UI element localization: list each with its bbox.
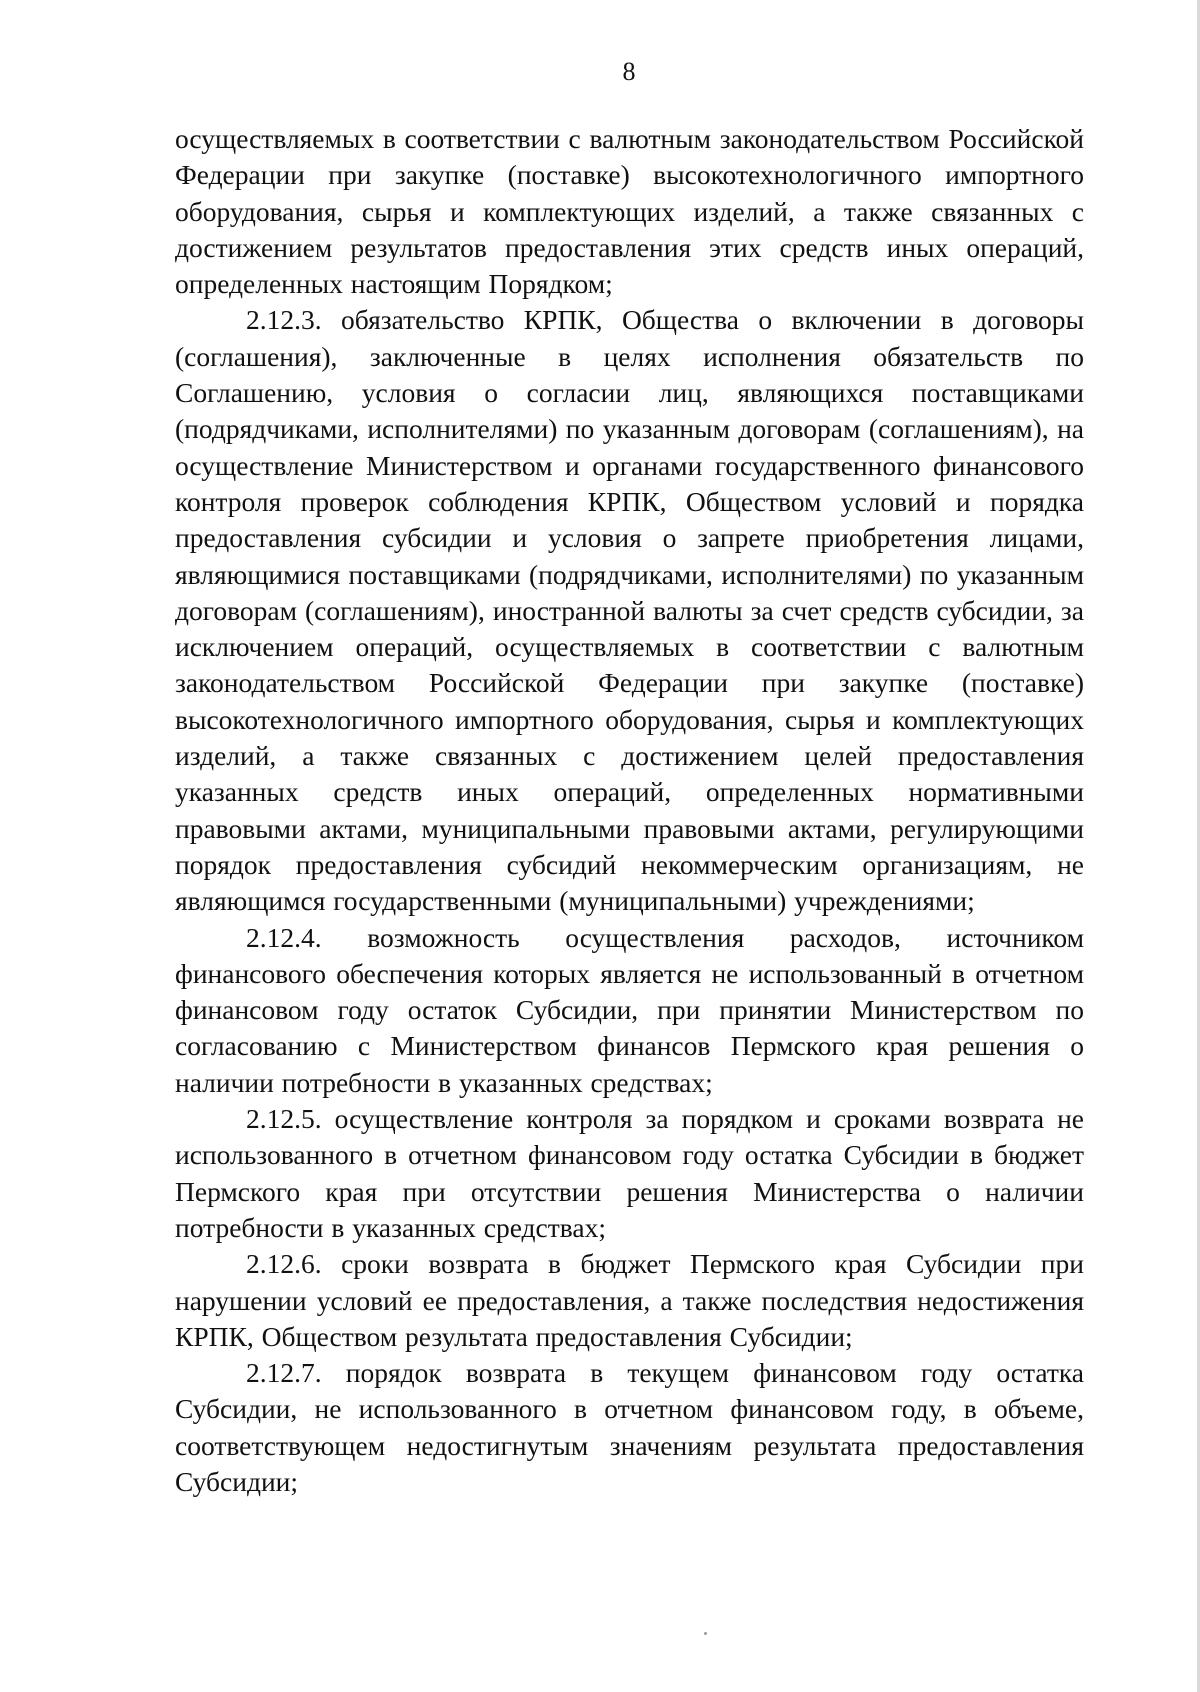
paragraph-2-12-6: 2.12.6. сроки возврата в бюджет Пермского края Субсидии при нарушении условий ее предоставления, а также последствия недостижения КРПК, Обществом результата предоставления Субсидии;: [175, 1248, 1084, 1352]
page-number: 8: [622, 57, 636, 86]
paragraph-2-12-5: 2.12.5. осуществление контроля за порядком и сроками возврата не использованного в отчетном финансовом году остатка Субсидии в бюджет Пермского края при отсутствии решения Министерства о наличии потребности в указанных средствах;: [175, 1103, 1084, 1243]
paragraph-2-12-3: 2.12.3. обязательство КРПК, Общества о включении в договоры (соглашения), заключенные в целях исполнения обязательств по Соглашению, условия о согласии лиц, являющихся поставщиками (подрядчиками, исполнителями) по указанным договорам (соглашениям), на осуществление Министерством и органами государственного финансового контроля проверок соблюдения КРПК, Обществом условий и порядка предоставления субсидии и условия о запрете приобретения лицами, являющимися поставщиками (подрядчиками, исполнителями) по указанным договорам (соглашениям), иностранной валюты за счет средств субсидии, за исключением операций, осуществляемых в соответствии с валютным законодательством Российской Федерации при закупке (поставке) высокотехнологичного импортного оборудования, сырья и комплектующих изделий, а также связанных с достижением целей предоставления указанных средств иных операций, определенных нормативными правовыми актами, муниципальными правовыми актами, регулирующими порядок предоставления субсидий некоммерческим организациям, не являющимся государственными (муниципальными) учреждениями;: [175, 304, 1084, 917]
paragraph-continuation: осуществляемых в соответствии с валютным законодательством Российской Федерации при закупке (поставке) высокотехнологичного импортного оборудования, сырья и комплектующих изделий, а также связанных с достижением результатов предоставления этих средств иных операций, определенных настоящим Порядком;: [175, 123, 1084, 300]
paragraph-2-12-7: 2.12.7. порядок возврата в текущем финансовом году остатка Субсидии, не использованного в отчетном финансовом году, в объеме, соответствующем недостигнутым значениям результата предоставления Субсидии;: [175, 1357, 1084, 1497]
document-body: [175, 121, 1084, 1500]
paragraph-2-12-4: 2.12.4. возможность осуществления расходов, источником финансового обеспечения которых является не использованный в отчетном финансовом году остаток Субсидии, при принятии Министерством по согласованию с Министерством финансов Пермского края решения о наличии потребности в указанных средствах;: [175, 921, 1084, 1098]
scan-speck: [704, 1632, 707, 1635]
